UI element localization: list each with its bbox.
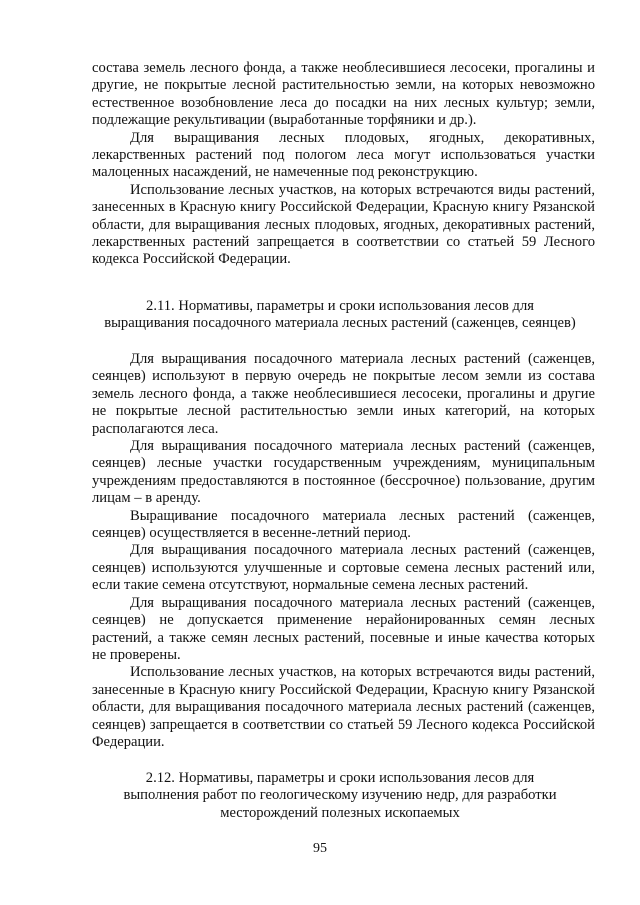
heading-line: месторождений полезных ископаемых [220, 804, 460, 821]
paragraph: Использование лесных участков, на которых встречаются виды растений, занесенных в Красную книгу Российской Федерации, Красную книгу Рязанской области, для выращивания лесных плодовых, ягодных, декоративных растений, лекарственных растений запрещается в соответствии со статьей 59 Лесного кодекса Российской Федерации. [92, 181, 595, 268]
paragraph: Выращивание посадочного материала лесных растений (саженцев, сеянцев) осуществляется в весенне-летний период. [92, 507, 595, 542]
heading-line: выполнения работ по геологическому изучению недр, для разработки [123, 787, 557, 804]
text-block-2-11 [92, 351, 595, 751]
heading-line: 2.11. Нормативы, параметры и сроки использования лесов для [146, 298, 534, 314]
paragraph: Для выращивания посадочного материала лесных растений (саженцев, сеянцев) лесные участки государственным учреждениям, муниципальным учреждениям предоставляются в постоянное (бессрочное) пользование, другим лицам – в аренду. [92, 438, 595, 507]
section-heading-2-11 [80, 298, 600, 333]
heading-line: 2.12. Нормативы, параметры и сроки использования лесов для [145, 770, 535, 786]
paragraph: Для выращивания лесных плодовых, ягодных, декоративных, лекарственных растений под пологом леса могут использоваться участки малоценных насаждений, не намеченные под реконструкцию. [92, 129, 595, 181]
section-heading-2-12 [80, 770, 600, 822]
paragraph: состава земель лесного фонда, а также необлесившиеся лесосеки, прогалины и другие, не покрытые лесной растительностью земли, на которых невозможно естественное возобновление леса до посадки на них лесных культур; земли, подлежащие рекультивации (выработанные торфяники и др.). [92, 60, 595, 129]
paragraph: Для выращивания посадочного материала лесных растений (саженцев, сеянцев) используются улучшенные и сортовые семена лесных растений или, если такие семена отсутствуют, нормальные семена лесных растений. [92, 542, 595, 594]
text-block-top [92, 60, 595, 269]
heading-line: выращивания посадочного материала лесных растений (саженцев, сеянцев) [104, 315, 576, 332]
paragraph: Использование лесных участков, на которых встречаются виды растений, занесенные в Красную книгу Российской Федерации, Красную книгу Рязанской области, для выращивания посадочного материала лесных растений (саженцев, сеянцев) запрещается в соответствии со статьей 59 Лесного кодекса Российской Федерации. [92, 664, 595, 750]
paragraph: Для выращивания посадочного материала лесных растений (саженцев, сеянцев) не допускается применение нерайонированных семян лесных растений, а также семян лесных растений, посевные и иные качества которых не проверены. [92, 594, 595, 663]
paragraph: Для выращивания посадочного материала лесных растений (саженцев, сеянцев) используют в первую очередь не покрытые лесом земли из состава земель лесного фонда, а также необлесившиеся лесосеки, прогалины и другие не покрытые лесной растительностью земли иных категорий, на которых располагаются леса. [92, 351, 595, 437]
page-number: 95 [313, 841, 327, 856]
